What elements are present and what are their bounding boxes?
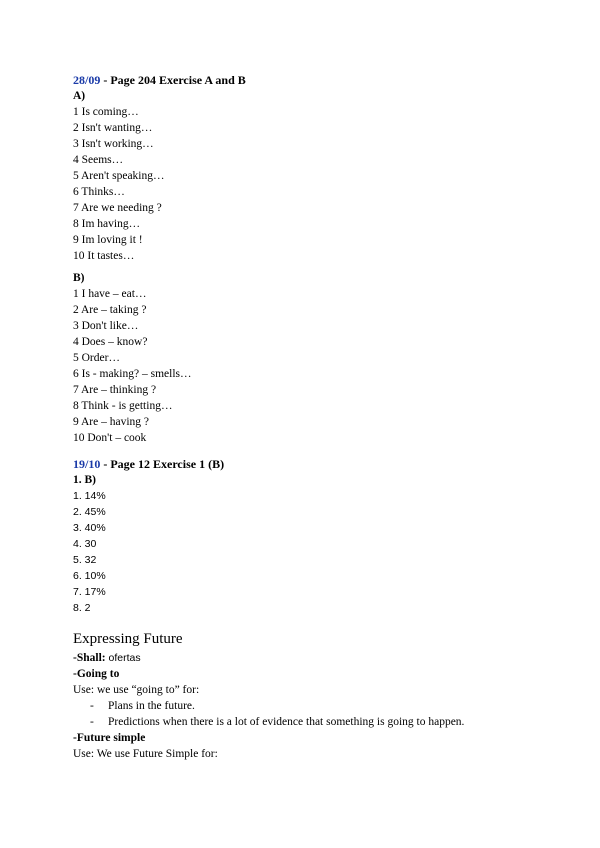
bullet-item [73, 714, 573, 730]
section-date: 28/09 [73, 73, 101, 87]
list-item: 3. 40% [73, 522, 106, 534]
list-item: 10 It tastes… [73, 250, 135, 262]
section-title: - Page 12 Exercise 1 (B) [100, 457, 225, 471]
list-item: 5. 32 [73, 554, 97, 566]
part-b-list [73, 286, 573, 446]
list-item: 2 Are – taking ? [73, 304, 147, 316]
dash-icon: - [90, 716, 94, 728]
exercise-label: 1. B) [73, 474, 96, 486]
list-item: 7 Are – thinking ? [73, 384, 157, 396]
going-to-use: Use: we use “going to” for: [73, 684, 200, 696]
list-item: 8 Im having… [73, 218, 141, 230]
list-item: 3 Isn't working… [73, 138, 154, 150]
list-item: 6 Is - making? – smells… [73, 368, 192, 380]
part-a-list [73, 104, 573, 264]
list-item: 7. 17% [73, 586, 106, 598]
section-date: 19/10 [73, 457, 101, 471]
list-item: 4 Seems… [73, 154, 124, 166]
shall-label: -Shall: [73, 652, 106, 664]
bullet-item [73, 698, 573, 714]
list-item: 10 Don't – cook [73, 432, 147, 444]
future-simple-label: -Future simple [73, 732, 146, 744]
section-heading-19-10 [73, 456, 573, 472]
section-title: - Page 204 Exercise A and B [100, 73, 246, 87]
dash-icon: - [90, 700, 94, 712]
list-item: 8. 2 [73, 602, 91, 614]
part-b-label: B) [73, 272, 85, 284]
future-simple-use: Use: We use Future Simple for: [73, 748, 218, 760]
part-a-label: A) [73, 90, 86, 102]
list-item: 5 Aren't speaking… [73, 170, 165, 182]
list-item: 1 Is coming… [73, 106, 139, 118]
document-page [73, 72, 573, 762]
bullet-text: Predictions when there is a lot of evidence that something is going to happen. [108, 716, 465, 728]
expressing-future-title: Expressing Future [73, 631, 183, 647]
going-to-label: -Going to [73, 668, 120, 680]
list-item: 2. 45% [73, 506, 106, 518]
section-heading-28-09 [73, 72, 573, 88]
list-item: 6. 10% [73, 570, 106, 582]
list-item: 2 Isn't wanting… [73, 122, 153, 134]
exercise-answer-list [73, 488, 573, 616]
list-item: 3 Don't like… [73, 320, 139, 332]
bullet-text: Plans in the future. [108, 700, 195, 712]
list-item: 9 Are – having ? [73, 416, 150, 428]
shall-text: ofertas [105, 652, 141, 664]
list-item: 9 Im loving it ! [73, 234, 143, 246]
list-item: 1 I have – eat… [73, 288, 147, 300]
list-item: 4. 30 [73, 538, 97, 550]
list-item: 5 Order… [73, 352, 120, 364]
list-item: 4 Does – know? [73, 336, 148, 348]
list-item: 7 Are we needing ? [73, 202, 162, 214]
list-item: 8 Think - is getting… [73, 400, 173, 412]
list-item: 1. 14% [73, 490, 106, 502]
list-item: 6 Thinks… [73, 186, 125, 198]
shall-line [73, 650, 573, 666]
